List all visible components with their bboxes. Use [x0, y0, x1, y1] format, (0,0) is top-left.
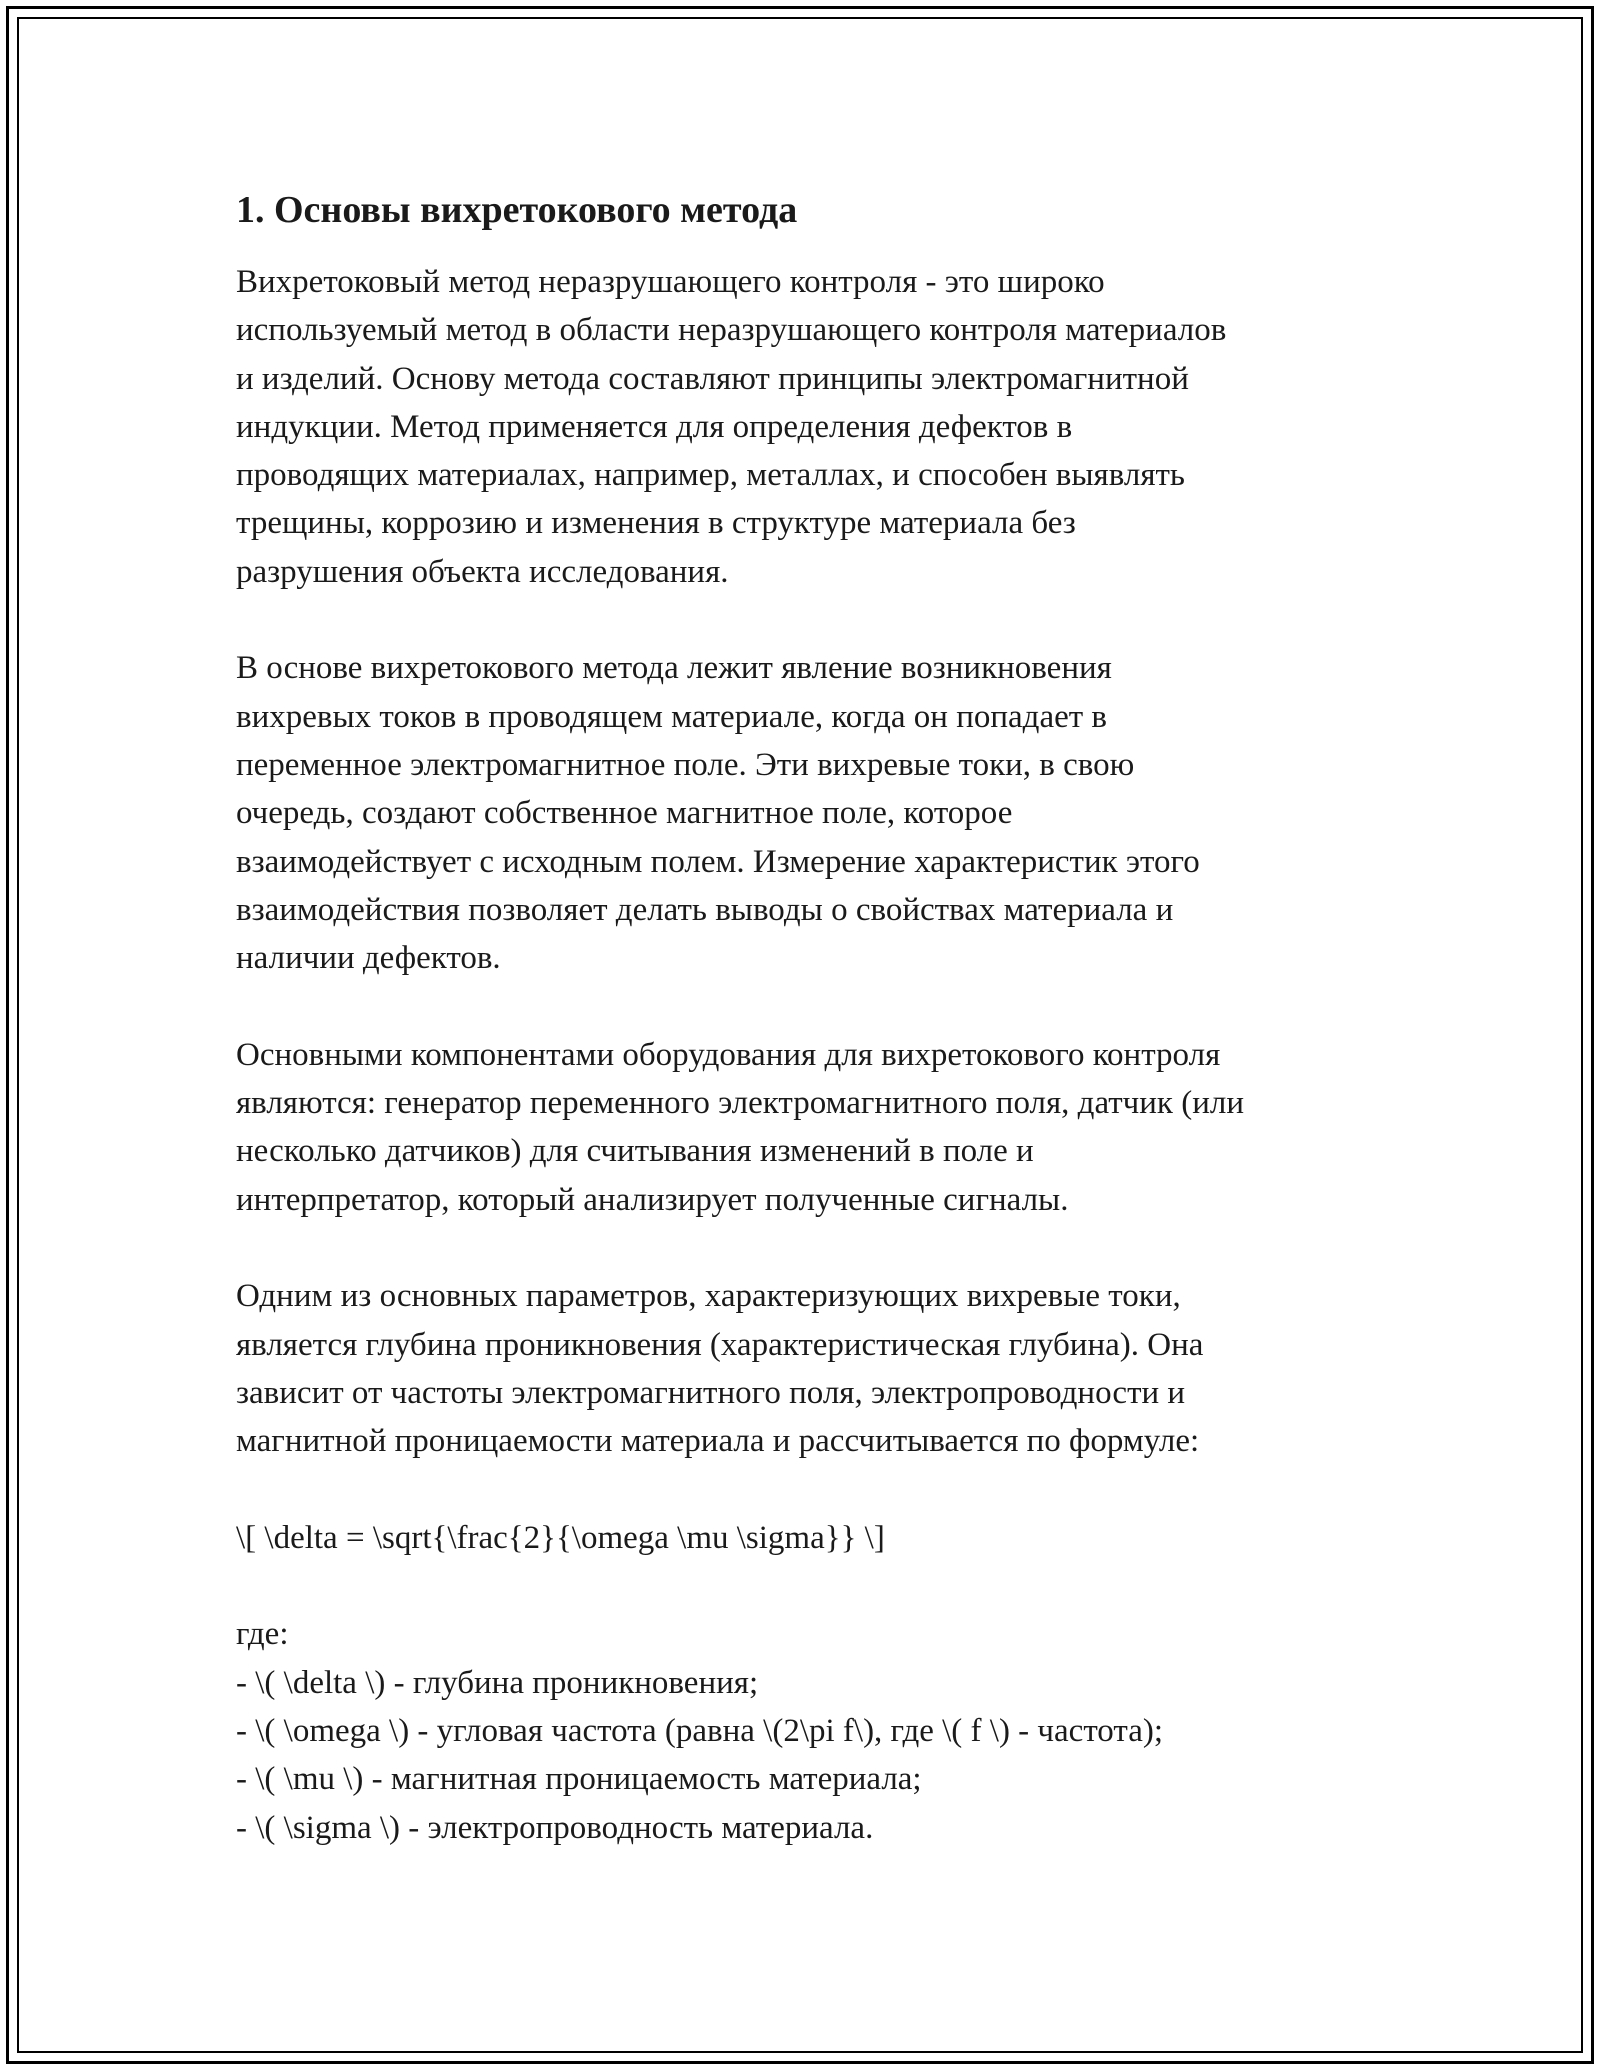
formula-penetration-depth: \[ \delta = \sqrt{\frac{2}{\omega \mu \sigma}} \]	[236, 1519, 885, 1556]
text-line: Вихретоковый метод неразрушающего контроля - это широко	[236, 264, 1105, 300]
text-line: переменное электромагнитное поле. Эти вихревые токи, в свою	[236, 746, 1135, 783]
text-line: разрушения объекта исследования.	[236, 553, 729, 590]
document-body	[236, 186, 1386, 1852]
text-line: проводящих материалах, например, металлах, и способен выявлять	[236, 457, 1185, 494]
text-line: интерпретатор, который анализирует полученные сигналы.	[236, 1181, 1069, 1218]
paragraph-principle	[236, 644, 1386, 982]
text-line: взаимодействует с исходным полем. Измерение характеристик этого	[236, 843, 1200, 880]
text-line: Одним из основных параметров, характеризующих вихревые токи,	[236, 1278, 1181, 1315]
text-line: зависит от частоты электромагнитного поля, электропроводности и	[236, 1374, 1186, 1411]
text-line: используемый метод в области неразрушающего контроля материалов	[236, 312, 1227, 349]
definition-item: - \( \mu \) - магнитная проницаемость материала;	[236, 1761, 922, 1798]
paragraph-depth	[236, 1272, 1386, 1465]
text-line: очередь, создают собственное магнитное поле, которое	[236, 795, 1013, 832]
paragraph-intro	[236, 258, 1386, 596]
text-line: трещины, коррозию и изменения в структуре материала без	[236, 505, 1076, 542]
text-line: является глубина проникновения (характеристическая глубина). Она	[236, 1326, 1204, 1363]
definition-item: - \( \sigma \) - электропроводность материала.	[236, 1809, 874, 1846]
text-line: вихревых токов в проводящем материале, когда он попадает в	[236, 698, 1108, 735]
text-line: и изделий. Основу метода составляют принципы электромагнитной	[236, 360, 1189, 397]
text-line: индукции. Метод применяется для определения дефектов в	[236, 408, 1073, 445]
text-line: наличии дефектов.	[236, 940, 501, 977]
definition-item: - \( \omega \) - угловая частота (равна \(2\pi f\), где \( f \) - частота);	[236, 1712, 1163, 1749]
definitions-list	[236, 1610, 1386, 1851]
text-line: взаимодействия позволяет делать выводы о свойствах материала и	[236, 891, 1174, 928]
section-title: 1. Основы вихретокового метода	[236, 189, 798, 231]
text-line: магнитной проницаемости материала и рассчитывается по формуле:	[236, 1423, 1200, 1460]
paragraph-equipment	[236, 1031, 1386, 1224]
text-line: несколько датчиков) для считывания изменений в поле и	[236, 1133, 1034, 1170]
definition-item: - \( \delta \) - глубина проникновения;	[236, 1664, 759, 1701]
definitions-label: где:	[236, 1616, 289, 1653]
text-line: В основе вихретокового метода лежит явление возникновения	[236, 650, 1112, 687]
text-line: Основными компонентами оборудования для вихретокового контроля	[236, 1036, 1221, 1073]
text-line: являются: генератор переменного электромагнитного поля, датчик (или	[236, 1085, 1244, 1122]
